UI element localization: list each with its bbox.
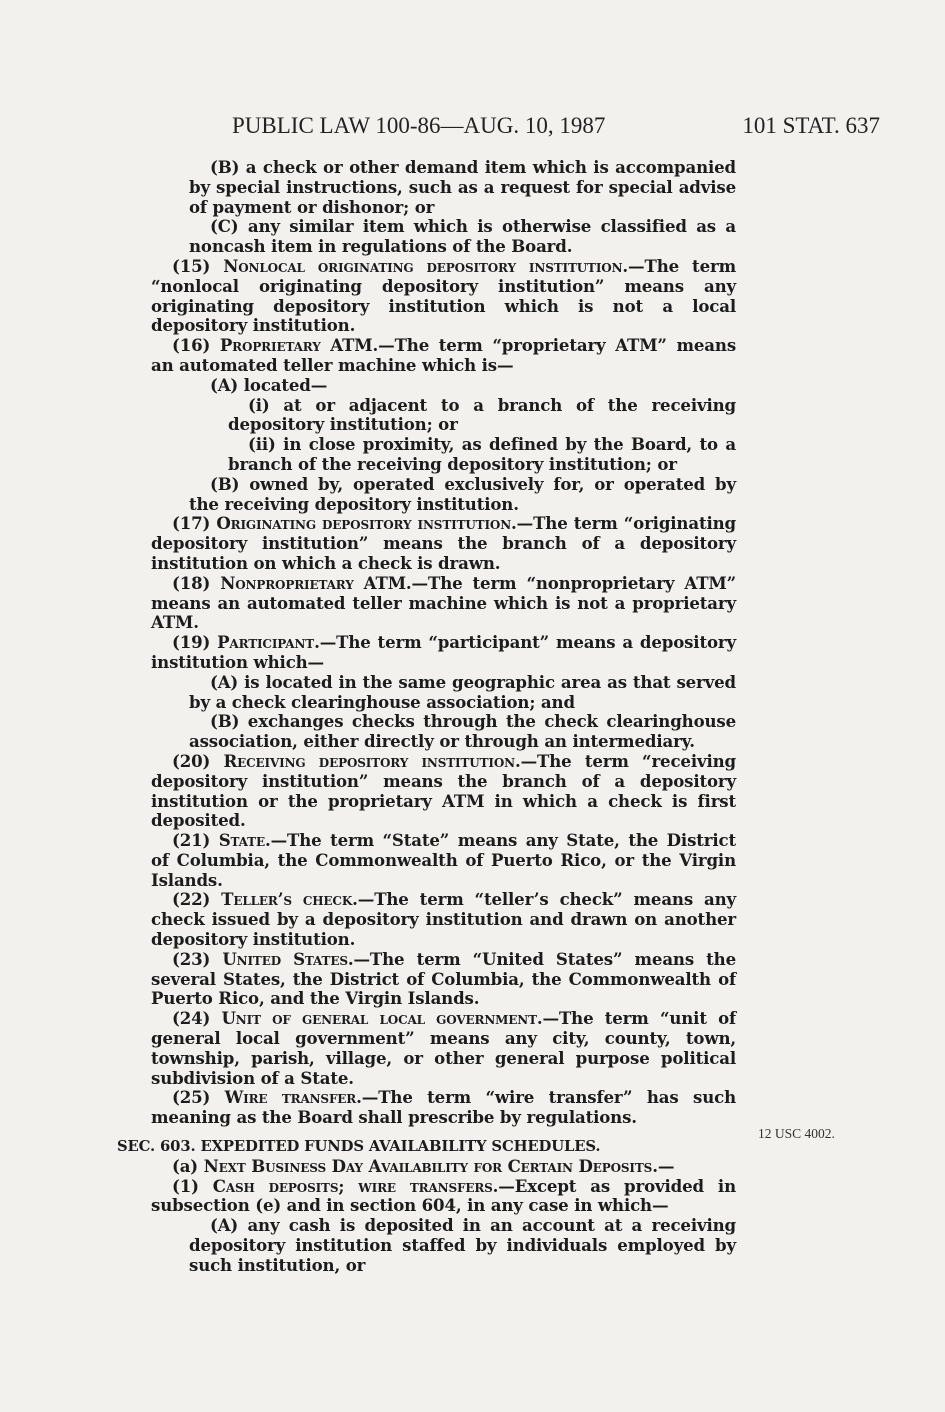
paragraph-b-owned: (B) owned by, operated exclusively for, or operated by the receiving depository institution. bbox=[189, 473, 736, 514]
definition-19: (19) Participant.—The term “participant” means a depository institution which— bbox=[151, 632, 736, 672]
definition-25: (25) Wire transfer.—The term “wire transfer” has such meaning as the Board shall prescribe by regulations. bbox=[151, 1087, 737, 1128]
section-603-heading: SEC. 603. EXPEDITED FUNDS AVAILABILITY SCHEDULES. bbox=[117, 1138, 601, 1156]
statute-text bbox=[117, 157, 737, 1276]
definition-16: (16) Proprietary ATM.—The term “proprietary ATM” means an automated teller machine which is— bbox=[151, 335, 737, 375]
clause-ii: (ii) in close proximity, as defined by the Board, to a branch of the receiving depository institution; or bbox=[228, 434, 736, 474]
definition-20: (20) Receiving depository institution.—The term “receiving depository institution” means the branch of a depository institution or the proprietary ATM in which a check is first deposited. bbox=[151, 750, 736, 831]
definition-21: (21) State.—The term “State” means any State, the District of Columbia, the Commonwealth of Puerto Rico, or the Virgin Islands. bbox=[151, 830, 736, 890]
usc-margin-note: 12 USC 4002. bbox=[758, 1126, 835, 1141]
paragraph-b-check: (B) a check or other demand item which is accompanied by special instructions, such as a request for special advise of payment or dishonor; or bbox=[189, 157, 736, 217]
definition-22: (22) Teller’s check.—The term “teller’s check” means any check issued by a depository institution and drawn on another depository institution. bbox=[151, 889, 736, 950]
running-header-title: PUBLIC LAW 100-86—AUG. 10, 1987 bbox=[232, 113, 606, 138]
subsection-a-heading: (a) Next Business Day Availability for Certain Deposits.— bbox=[172, 1155, 675, 1176]
page-citation: 101 STAT. 637 bbox=[742, 113, 880, 138]
clause-i: (i) at or adjacent to a branch of the receiving depository institution; or bbox=[228, 394, 736, 435]
definition-24: (24) Unit of general local government.—The term “unit of general local government” means any city, county, town, township, parish, village, or other general purpose political subdivision of a State. bbox=[151, 1008, 736, 1088]
paragraph-a-located: (A) located— bbox=[210, 374, 328, 395]
definition-18: (18) Nonproprietary ATM.—The term “nonproprietary ATM” means an automated teller machine which is not a proprietary ATM. bbox=[151, 572, 737, 633]
definition-23: (23) United States.—The term “United States” means the several States, the District of Columbia, the Commonwealth of Puerto Rico, and the Virgin Islands. bbox=[151, 948, 736, 1009]
paragraph-a-cash: (A) any cash is deposited in an account at a receiving depository institution staffed by individuals employed by such institution, or bbox=[189, 1215, 736, 1275]
paragraph-c-noncash: (C) any similar item which is otherwise classified as a noncash item in regulations of the Board. bbox=[189, 216, 736, 257]
paragraph-b-exchanges: (B) exchanges checks through the check clearinghouse association, either directly or through an intermediary. bbox=[189, 711, 736, 752]
paragraph-1-cash-deposits: (1) Cash deposits; wire transfers.—Except as provided in subsection (e) and in section 604, in any case in which— bbox=[151, 1175, 736, 1216]
definition-15: (15) Nonlocal originating depository institution.—The term “nonlocal originating depository institution” means any originating depository institution which is not a local depository institution. bbox=[151, 255, 736, 336]
definition-17: (17) Originating depository institution.—The term “originating depository institution” means the branch of a depository institution on which a check is drawn. bbox=[151, 513, 736, 573]
paragraph-a-located-area: (A) is located in the same geographic area as that served by a check clearinghouse association; and bbox=[189, 671, 736, 712]
